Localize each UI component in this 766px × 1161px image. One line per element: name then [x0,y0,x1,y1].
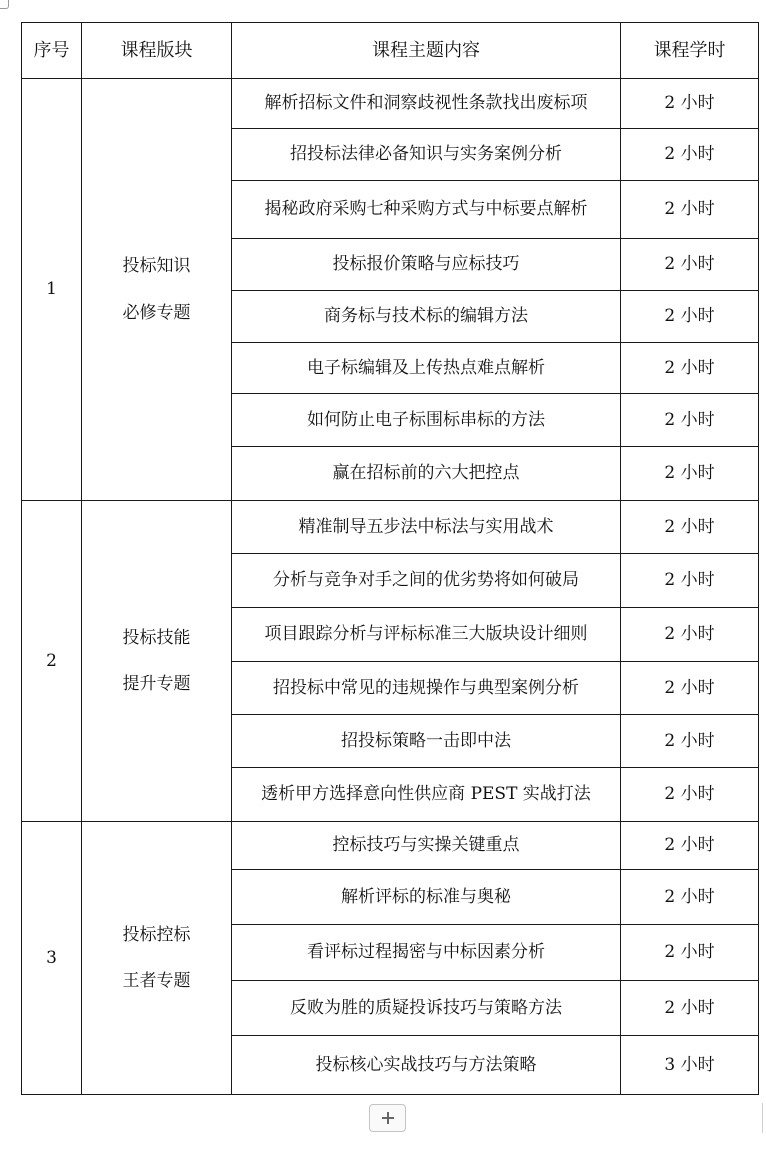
hours-cell: 2 小时 [621,181,759,239]
table-row [22,79,759,129]
hours-cell: 2 小时 [621,554,759,608]
topic-cell: 控标技巧与实操关键重点 [232,822,621,870]
module-name: 投标控标 [122,924,191,945]
group-number: 3 [22,822,82,1095]
topic-cell: 看评标过程揭密与中标因素分析 [232,925,621,981]
scroll-edge [762,1103,763,1133]
topic-cell: 分析与竞争对手之间的优劣势将如何破局 [232,554,621,608]
module-subtitle: 提升专题 [122,674,191,694]
module-cell [82,822,232,1095]
table-row [22,501,759,554]
plus-icon [382,1112,394,1124]
module-cell [82,79,232,501]
hours-cell: 2 小时 [621,239,759,291]
hours-cell: 2 小时 [621,129,759,181]
header-hours: 课程学时 [621,23,759,79]
topic-cell: 解析评标的标准与奥秘 [232,870,621,925]
topic-cell: 如何防止电子标围标串标的方法 [232,394,621,447]
hours-cell: 2 小时 [621,981,759,1036]
hours-cell: 2 小时 [621,768,759,822]
topic-cell: 透析甲方选择意向性供应商 PEST 实战打法 [232,768,621,822]
topic-cell: 揭秘政府采购七种采购方式与中标要点解析 [232,181,621,239]
module-name: 投标技能 [122,627,191,648]
hours-cell: 2 小时 [621,822,759,870]
hours-cell: 2 小时 [621,501,759,554]
module-cell [82,501,232,822]
header-no: 序号 [22,23,82,79]
module-name: 投标知识 [122,256,191,277]
module-subtitle: 王者专题 [122,971,191,991]
hours-cell: 2 小时 [621,870,759,925]
topic-cell: 项目跟踪分析与评标标准三大版块设计细则 [232,608,621,662]
topic-cell: 反败为胜的质疑投诉技巧与策略方法 [232,981,621,1036]
hours-cell: 2 小时 [621,343,759,394]
hours-cell: 3 小时 [621,1036,759,1095]
hours-cell: 2 小时 [621,608,759,662]
topic-cell: 精准制导五步法中标法与实用战术 [232,501,621,554]
header-topic: 课程主题内容 [232,23,621,79]
add-row-button[interactable] [369,1104,406,1132]
topic-cell: 招投标中常见的违规操作与典型案例分析 [232,662,621,715]
topic-cell: 电子标编辑及上传热点难点解析 [232,343,621,394]
topic-cell: 招投标法律必备知识与实务案例分析 [232,129,621,181]
hours-cell: 2 小时 [621,79,759,129]
module-subtitle: 必修专题 [122,302,191,323]
hours-cell: 2 小时 [621,715,759,768]
hours-cell: 2 小时 [621,662,759,715]
topic-cell: 招投标策略一击即中法 [232,715,621,768]
topic-cell: 商务标与技术标的编辑方法 [232,291,621,343]
corner-mark [0,0,9,9]
table-header-row [22,23,759,79]
hours-cell: 2 小时 [621,291,759,343]
group-number: 1 [22,79,82,501]
course-table [21,22,759,1095]
hours-cell: 2 小时 [621,394,759,447]
group-number: 2 [22,501,82,822]
topic-cell: 投标报价策略与应标技巧 [232,239,621,291]
hours-cell: 2 小时 [621,447,759,501]
topic-cell: 投标核心实战技巧与方法策略 [232,1036,621,1095]
topic-cell: 赢在招标前的六大把控点 [232,447,621,501]
header-module: 课程版块 [82,23,232,79]
table-row [22,822,759,870]
hours-cell: 2 小时 [621,925,759,981]
topic-cell: 解析招标文件和洞察歧视性条款找出废标项 [232,79,621,129]
